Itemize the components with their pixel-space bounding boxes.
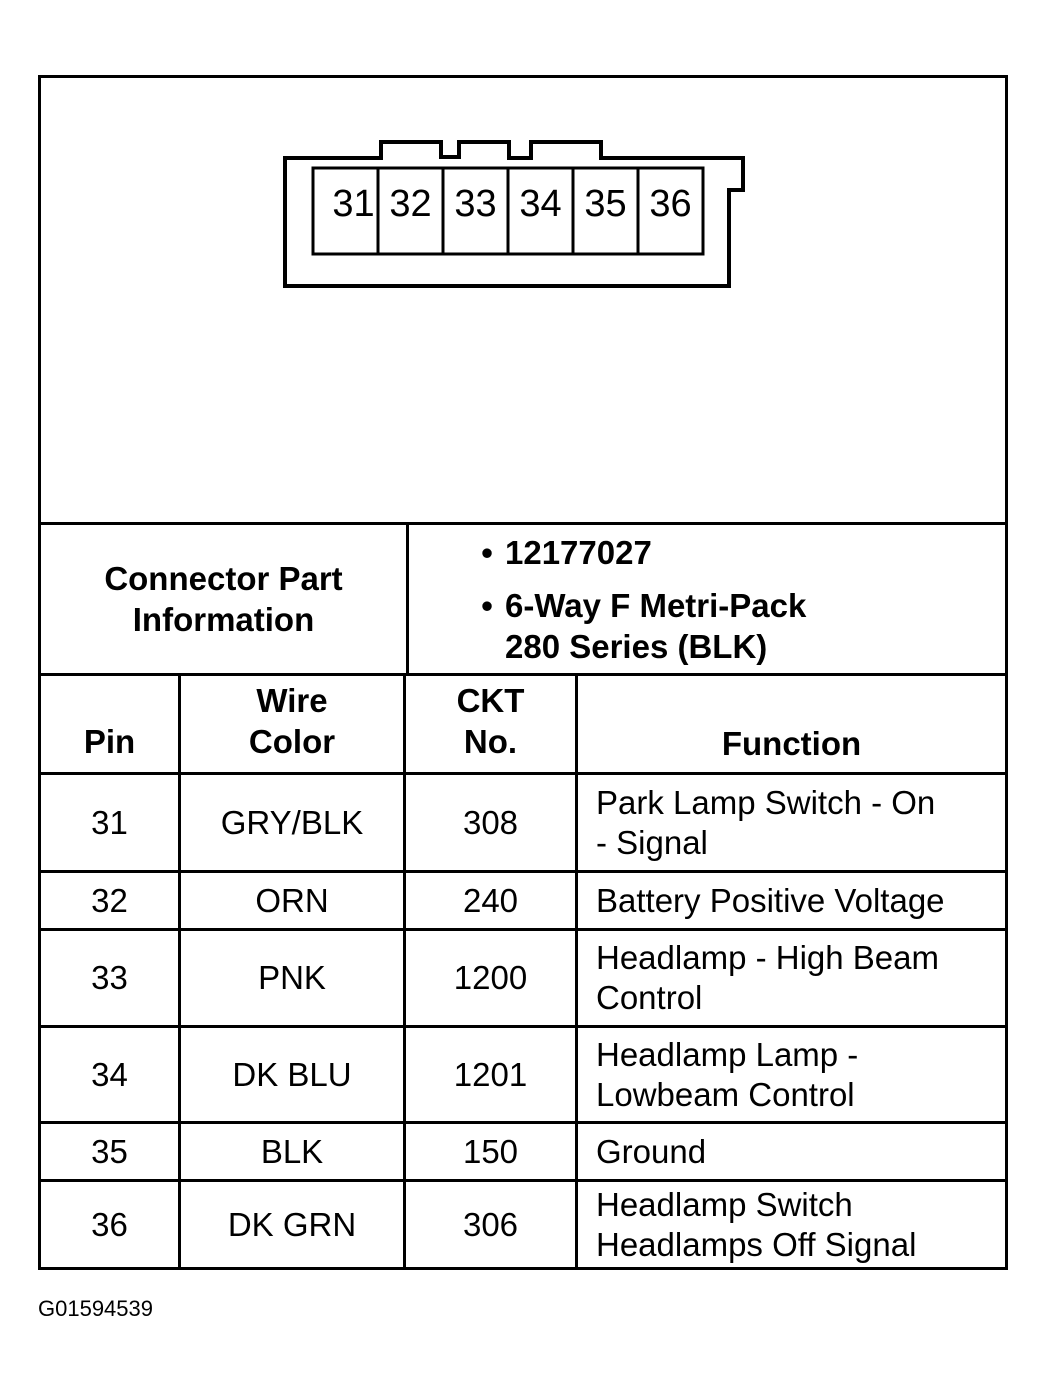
connector-frame	[38, 75, 1008, 1270]
part-description-item	[469, 585, 806, 667]
header-wire-color-line2: Color	[248, 723, 336, 760]
row-pin-value: 31	[91, 803, 128, 841]
row-wire-color-value: BLK	[260, 1132, 324, 1170]
header-ckt-no	[406, 676, 575, 772]
header-function-label: Function	[721, 725, 862, 762]
row-pin	[41, 775, 178, 870]
row-pin-value: 34	[91, 1055, 128, 1093]
row-ckt-value: 1201	[453, 1055, 528, 1093]
row-function-line: Headlamps Off Signal	[596, 1225, 917, 1263]
row-ckt-value: 1200	[453, 959, 528, 996]
row-ckt-value: 150	[462, 1132, 519, 1170]
part-number-item	[469, 532, 652, 573]
bullet-icon: •	[481, 533, 493, 571]
header-ckt-line1: CKT	[456, 682, 525, 719]
part-info-label-line2: Information	[132, 601, 315, 638]
row-function	[578, 873, 1005, 928]
row-function	[578, 931, 1005, 1025]
header-wire-color-line1: Wire	[256, 682, 328, 719]
connector-diagram	[41, 78, 1005, 522]
row-function	[578, 775, 1005, 870]
row-wire-color-value: GRY/BLK	[220, 803, 364, 841]
row-function-line: Lowbeam Control	[596, 1075, 855, 1113]
connector-pin-label: 32	[389, 183, 432, 225]
row-pin	[41, 873, 178, 928]
part-description-line2: 280 Series (BLK)	[505, 627, 768, 665]
row-ckt	[406, 931, 575, 1025]
row-function-line: Park Lamp Switch - On	[596, 783, 936, 821]
row-function	[578, 1124, 1005, 1179]
row-function	[578, 1028, 1005, 1121]
header-pin	[41, 676, 178, 772]
row-function-line: Control	[596, 979, 703, 1016]
row-pin	[41, 1124, 178, 1179]
row-wire-color	[181, 1124, 403, 1179]
part-info-label-line1: Connector Part	[104, 560, 343, 597]
header-ckt-line2: No.	[463, 723, 518, 760]
connector-pin-label: 36	[649, 183, 692, 225]
connector-pin-label: 35	[584, 183, 627, 225]
row-wire-color-value: DK BLU	[232, 1055, 352, 1093]
row-pin-value: 32	[91, 881, 128, 919]
part-number: 12177027	[505, 533, 652, 571]
row-wire-color-value: ORN	[255, 881, 329, 919]
row-wire-color-value: DK GRN	[227, 1205, 357, 1243]
row-function	[578, 1182, 1005, 1267]
row-wire-color	[181, 775, 403, 870]
row-ckt	[406, 873, 575, 928]
row-wire-color	[181, 873, 403, 928]
connector-pin-label: 31	[332, 183, 375, 225]
header-pin-label: Pin	[83, 723, 136, 760]
row-wire-color	[181, 931, 403, 1025]
row-pin	[41, 931, 178, 1025]
row-pin	[41, 1028, 178, 1121]
row-ckt	[406, 775, 575, 870]
row-ckt-value: 240	[462, 881, 519, 919]
row-function-line: - Signal	[596, 823, 708, 861]
figure-code: G01594539	[38, 1296, 153, 1321]
row-ckt-value: 308	[462, 803, 519, 841]
row-ckt	[406, 1182, 575, 1267]
row-function-line: Headlamp - High Beam	[596, 939, 939, 976]
part-info-values	[409, 525, 1005, 673]
row-ckt	[406, 1028, 575, 1121]
row-pin-value: 35	[91, 1132, 128, 1170]
bullet-icon: •	[481, 586, 493, 624]
row-wire-color-value: PNK	[258, 959, 326, 996]
row-function-line: Ground	[596, 1132, 707, 1170]
connector-svg	[41, 78, 1005, 522]
row-ckt-value: 306	[462, 1205, 519, 1243]
row-function-line: Headlamp Lamp -	[596, 1035, 859, 1073]
row-pin-value: 36	[91, 1205, 128, 1243]
header-wire-color	[181, 676, 403, 772]
connector-pin-label: 34	[519, 183, 562, 225]
part-description-line1: 6-Way F Metri-Pack	[505, 586, 807, 624]
row-wire-color	[181, 1182, 403, 1267]
part-info-label	[41, 525, 406, 673]
header-function	[578, 676, 1005, 772]
row-pin-value: 33	[91, 959, 128, 996]
row-function-line: Headlamp Switch	[596, 1185, 853, 1223]
row-wire-color	[181, 1028, 403, 1121]
row-pin	[41, 1182, 178, 1267]
row-ckt	[406, 1124, 575, 1179]
connector-pin-label: 33	[454, 183, 497, 225]
row-function-line: Battery Positive Voltage	[596, 881, 945, 919]
